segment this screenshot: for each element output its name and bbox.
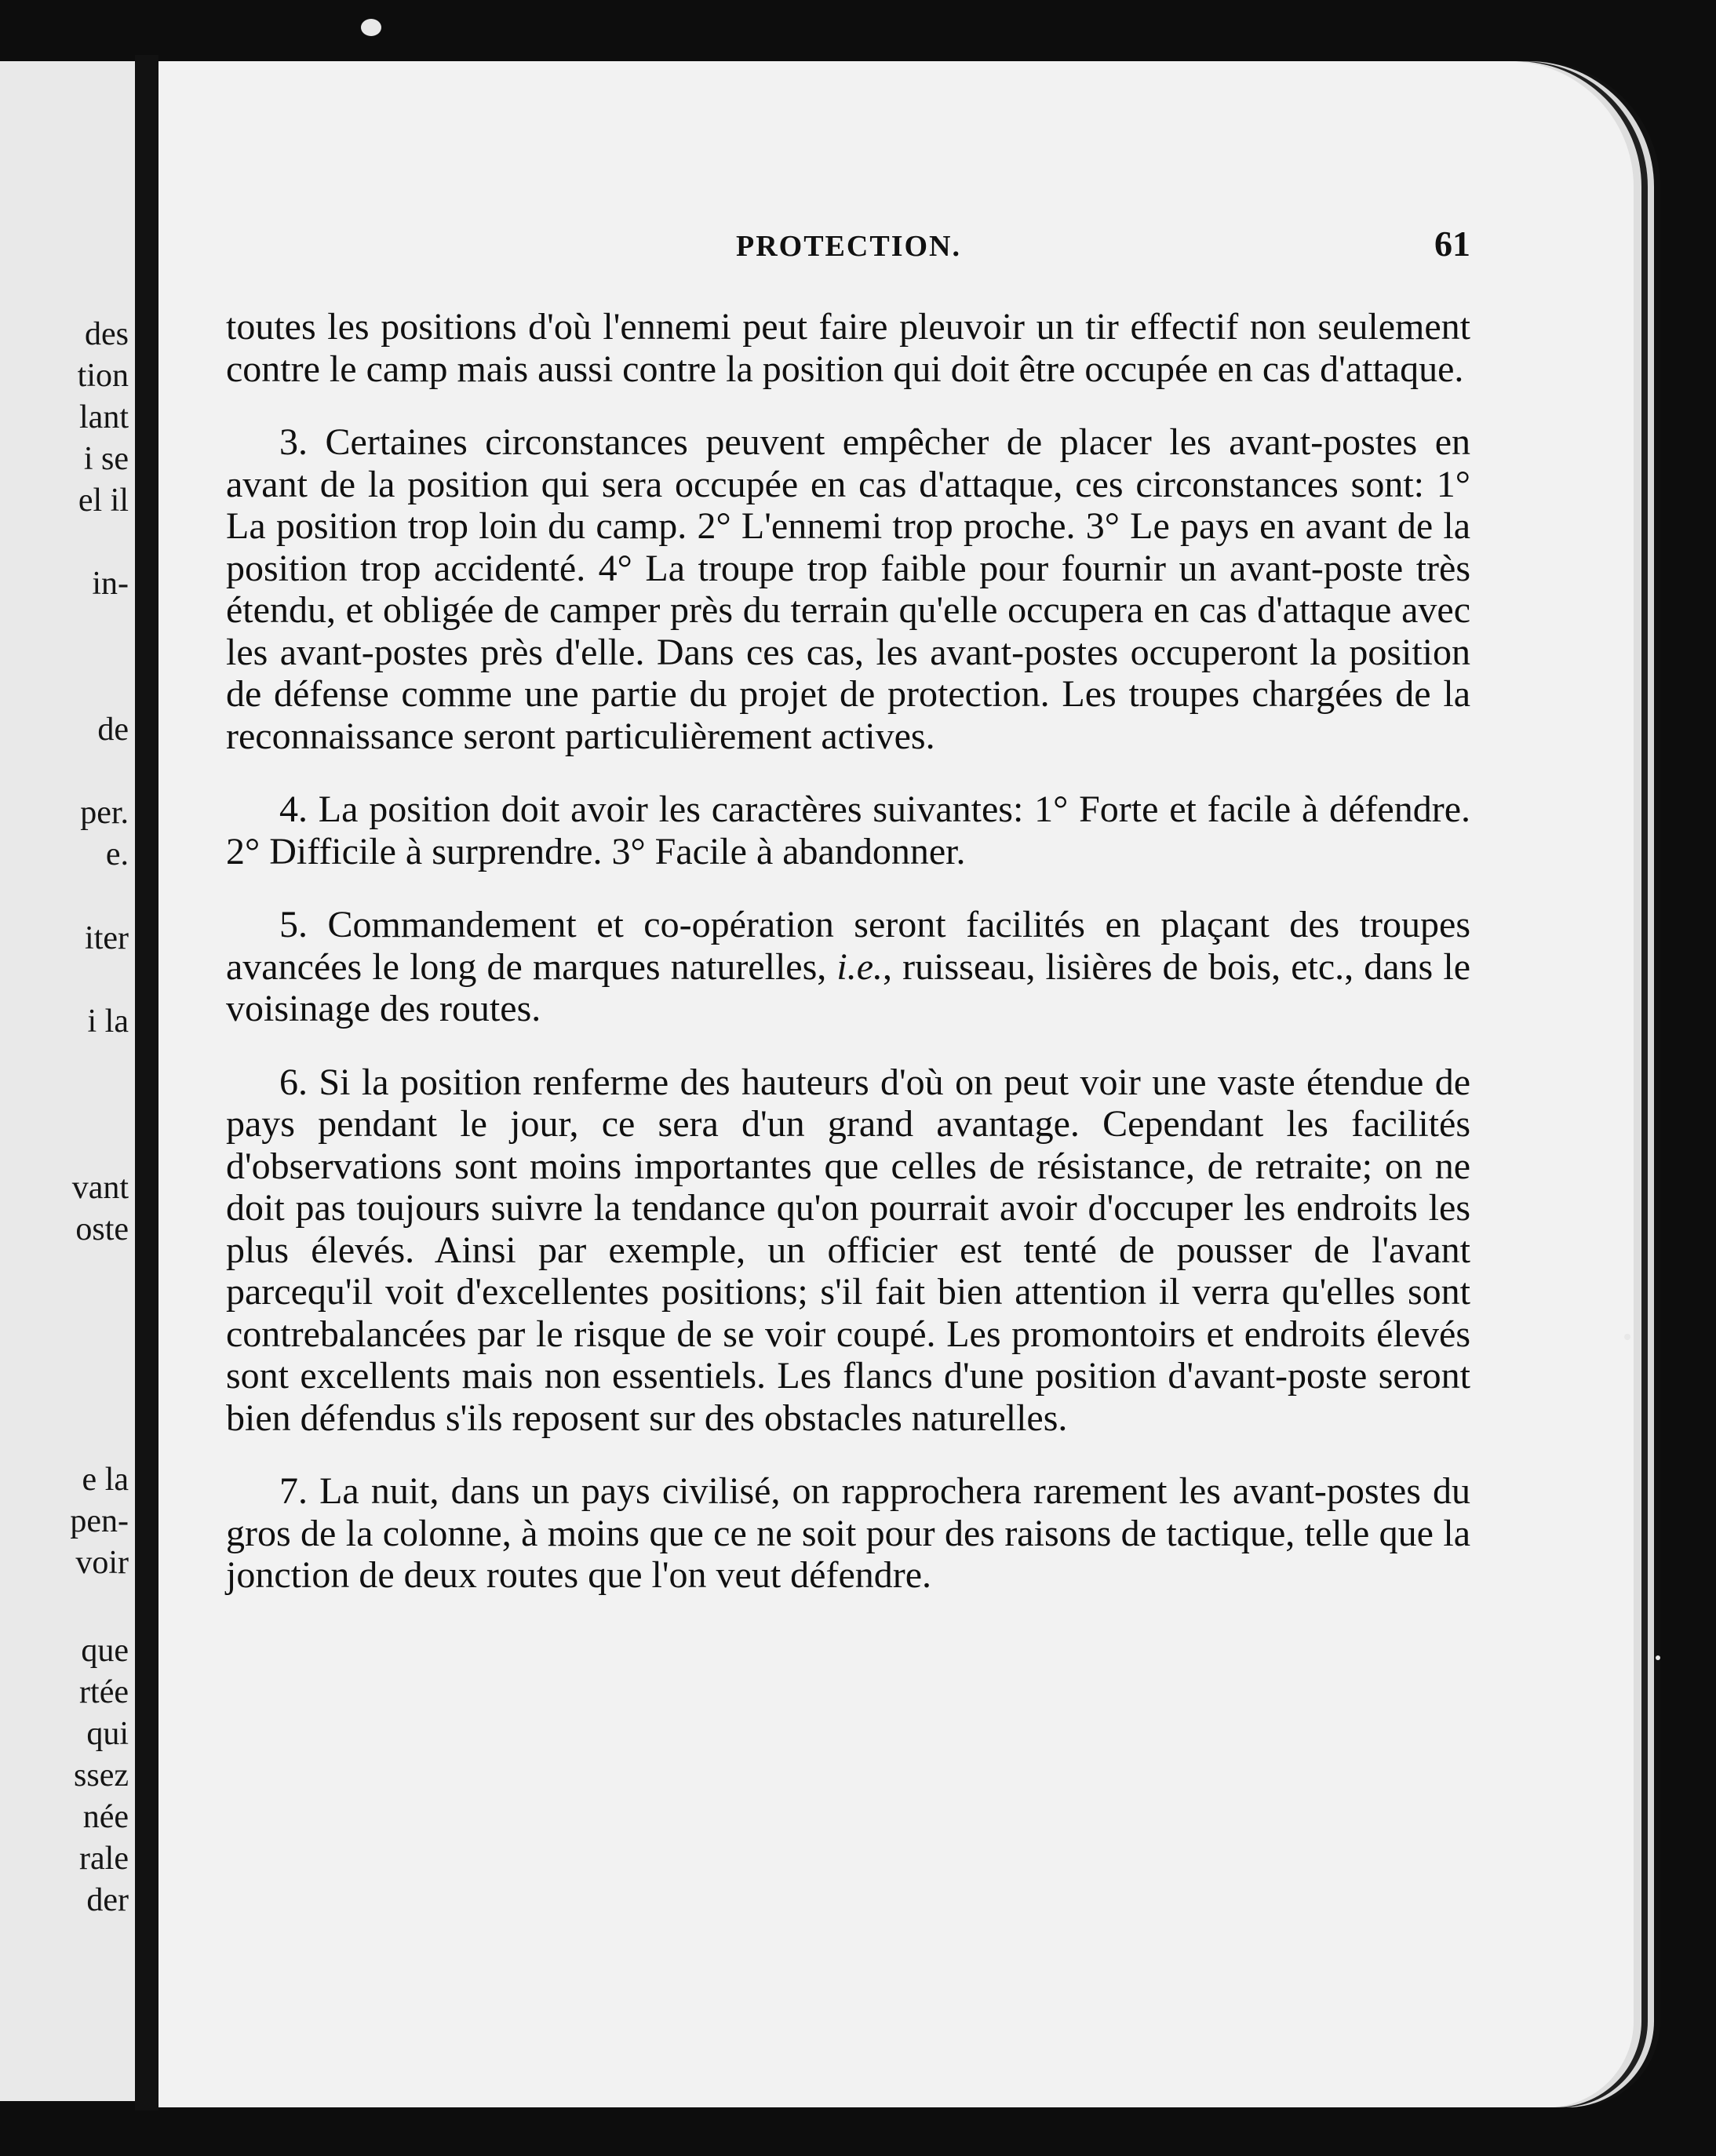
left-fragment: der bbox=[86, 1882, 129, 1918]
book-page bbox=[158, 61, 1634, 2107]
running-head-title: PROTECTION. bbox=[736, 230, 961, 263]
paragraph: toutes les positions d'où l'ennemi peut faire pleuvoir un tir effectif non seulement contre le camp mais aussi contre la position qui doit être occupée en cas d'attaque. bbox=[226, 306, 1470, 390]
left-fragment: lant bbox=[79, 399, 129, 435]
left-fragment: per. bbox=[80, 795, 129, 831]
left-fragment: qui bbox=[86, 1716, 129, 1752]
left-fragment: rale bbox=[79, 1841, 129, 1877]
scan-speck bbox=[361, 19, 381, 36]
left-fragment: iter bbox=[85, 920, 129, 956]
left-fragment: de bbox=[97, 712, 129, 748]
paragraph: 4. La position doit avoir les caractères suivantes: 1° Forte et facile à défendre. 2° Difficile à surprendre. 3° Facile à abandonner. bbox=[226, 788, 1470, 872]
paragraph-emphasis: i.e. bbox=[836, 945, 884, 988]
scan-speck bbox=[1656, 1655, 1660, 1660]
left-fragment: in- bbox=[92, 566, 129, 602]
left-facing-page bbox=[0, 61, 135, 2101]
running-head bbox=[226, 223, 1470, 270]
left-fragment: voir bbox=[75, 1545, 129, 1581]
scan-speck bbox=[1624, 1334, 1630, 1340]
left-fragment: vant bbox=[71, 1170, 129, 1206]
paragraph-text: 5. Commandement et co-opération seront facilités en plaçant des troupes avancées le long de marques naturelles, bbox=[226, 904, 1470, 988]
left-fragment: des bbox=[85, 316, 129, 352]
left-fragment: oste bbox=[75, 1211, 129, 1247]
left-fragment: rtée bbox=[79, 1674, 129, 1710]
left-fragment: i la bbox=[87, 1003, 129, 1040]
left-fragment: i se bbox=[83, 441, 129, 477]
left-fragment: que bbox=[81, 1633, 129, 1669]
paragraph bbox=[226, 904, 1470, 1030]
paragraph: 7. La nuit, dans un pays civilisé, on rapprochera rarement les avant-postes du gros de la colonne, à moins que ce ne soit pour des raisons de tactique, telle que la jonction de deux routes que l'on veut défendre. bbox=[226, 1470, 1470, 1596]
left-fragment: el il bbox=[78, 483, 129, 519]
left-fragment: e la bbox=[82, 1462, 129, 1498]
book-gutter bbox=[135, 55, 158, 2110]
paragraph: 3. Certaines circonstances peuvent empêcher de placer les avant-postes en avant de la position qui sera occupée en cas d'attaque, ces circonstances sont: 1° La position trop loin du camp. 2° L'ennemi trop proche. 3° Le pays en avant de la position trop accidenté. 4° La troupe trop faible pour fournir un avant-poste très étendu, et obligée de camper près du terrain qu'elle occupera en cas d'attaque avec les avant-postes près d'elle. Dans ces cas, les avant-postes occuperont la position de défense comme une partie du projet de protection. Les troupes chargées de la reconnaissance seront particulièrement actives. bbox=[226, 421, 1470, 757]
left-fragment: ssez bbox=[74, 1757, 129, 1794]
paragraph-text: , ruisseau, lisières de bois, etc., dans le voisinage des routes. bbox=[226, 945, 1470, 1029]
paragraph: 6. Si la position renferme des hauteurs d'où on peut voir une vaste étendue de pays pendant le jour, ce sera d'un grand avantage. Cependant les facilités d'observations sont moins importantes que celles de résistance, de retraite; on ne doit pas toujours suivre la tendance qu'on pourrait avoir d'occuper les endroits les plus élevés. Ainsi par exemple, un officier est tenté de pousser de l'avant parcequ'il voit d'excellentes positions; s'il fait bien attention il verra qu'elles sont contrebalancées par le risque de se voir coupé. Les promontoirs et endroits élevés sont excellents mais non essentiels. Les flancs d'une position d'avant-poste seront bien défendus s'ils reposent sur des obstacles naturelles. bbox=[226, 1061, 1470, 1439]
left-fragment: née bbox=[82, 1799, 129, 1835]
left-fragment: pen- bbox=[70, 1503, 129, 1539]
page-number: 61 bbox=[1434, 224, 1470, 264]
left-fragment: e. bbox=[105, 836, 129, 872]
left-fragment: tion bbox=[77, 358, 129, 394]
body-text bbox=[226, 306, 1470, 1597]
